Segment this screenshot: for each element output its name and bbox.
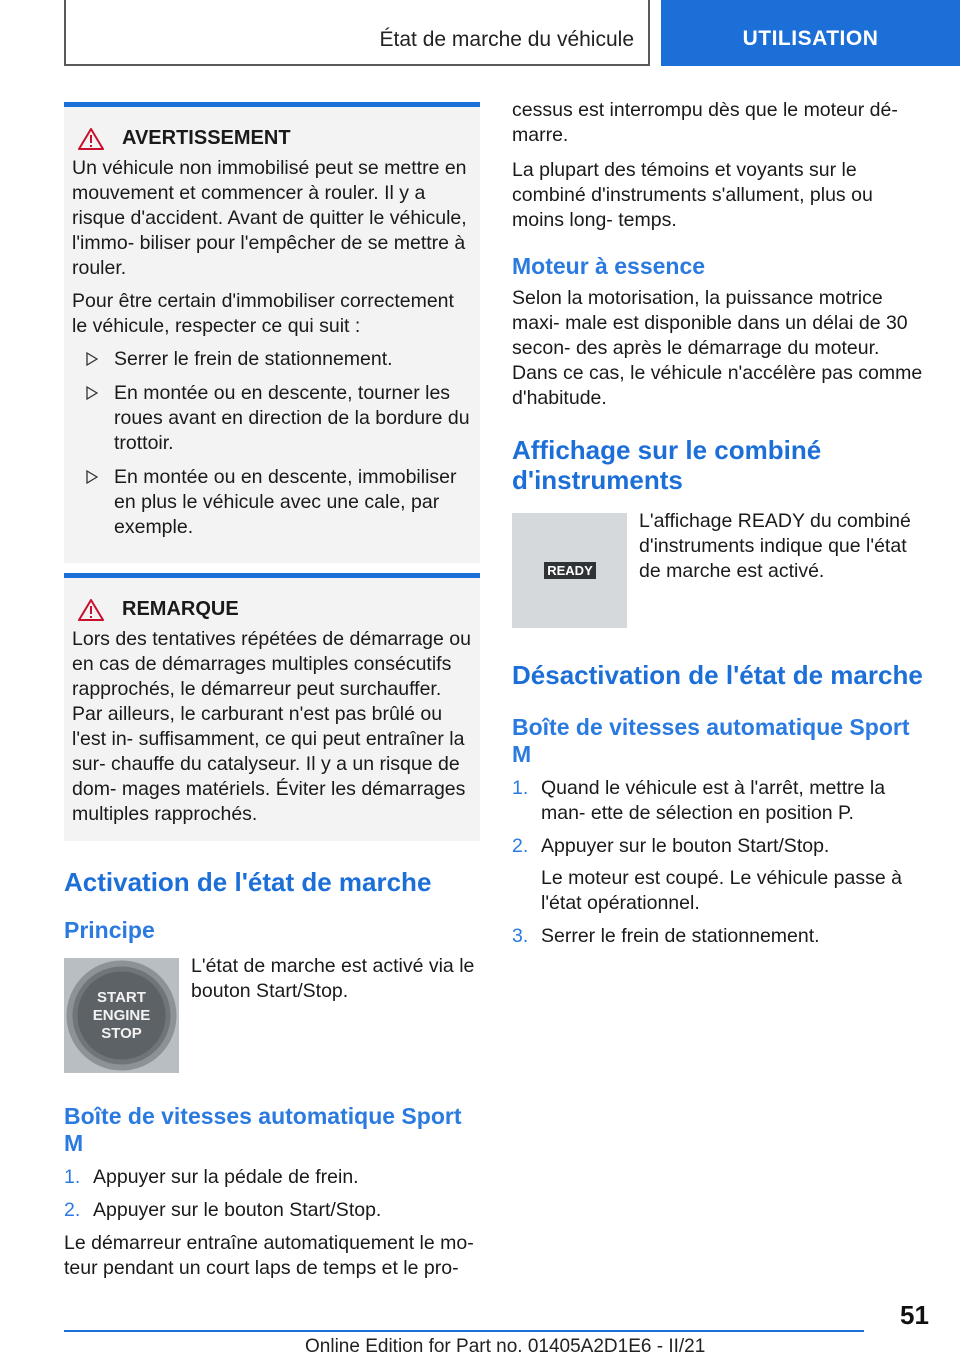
deactivation-steps (512, 776, 930, 949)
page-number: 51 (900, 1300, 929, 1330)
footer-divider (64, 1330, 864, 1332)
list-item (64, 1198, 480, 1223)
display-heading: Affichage sur le combiné d'instruments (512, 435, 822, 495)
right-column (512, 98, 930, 957)
principle-figure-row (64, 955, 480, 1073)
display-text: L'affichage READY du combiné d'instruments indique que l'état de marche est activé. (639, 510, 911, 582)
petrol-paragraph: Selon la motorisation, la puissance motrice maxi- male est disponible dans un délai de 30 secon- des après le démarrage du moteur. Dans ce cas, le véhicule n'accélère pas comme d'habitude. (512, 287, 923, 409)
section-title-frame (64, 0, 650, 66)
list-item (86, 465, 472, 540)
step-text: Quand le véhicule est à l'arrêt, mettre la man- ette de sélection en position P. (541, 777, 886, 824)
chapter-tab-label: UTILISATION (742, 27, 879, 50)
activation-continued-text: Le démarreur entraîne automatiquement le mo- teur pendant un court laps de temps et le pro- (64, 1232, 474, 1279)
ready-label: READY (544, 562, 596, 579)
deactivation-gearbox-heading: Boîte de vitesses automatique Sport M (512, 714, 910, 767)
note-box-title (72, 598, 472, 621)
bullet-triangle-icon (86, 352, 98, 366)
note-title-text: REMARQUE (122, 598, 239, 620)
start-engine-stop-icon (64, 958, 179, 1073)
ready-display-image (512, 513, 627, 628)
indicators-paragraph: La plupart des témoins et voyants sur le combiné d'instruments s'allument, plus ou moins long- temps. (512, 159, 873, 231)
bullet-triangle-icon (86, 386, 98, 400)
section-title: État de marche du véhicule (379, 28, 634, 51)
note-box (64, 573, 480, 841)
list-item (64, 1165, 480, 1190)
petrol-heading: Moteur à essence (512, 253, 706, 279)
principle-heading: Principe (64, 917, 155, 943)
list-item (86, 381, 472, 456)
step-number: 2. (64, 1199, 81, 1221)
gearbox-heading: Boîte de vitesses automatique Sport M (64, 1103, 462, 1156)
activation-heading: Activation de l'état de marche (64, 867, 432, 897)
chapter-tab[interactable] (661, 0, 960, 66)
start-stop-button-image (64, 958, 179, 1073)
warning-box (64, 102, 480, 563)
ready-figure-row (512, 510, 930, 628)
footer-edition-text: Online Edition for Part no. 01405A2D1E6 - II/21 (305, 1336, 706, 1357)
step-text: Appuyer sur la pédale de frein. (93, 1166, 359, 1188)
button-text-line: START (97, 989, 146, 1006)
step-number: 1. (512, 777, 529, 799)
principle-text: L'état de marche est activé via le bouton Start/Stop. (191, 955, 475, 1002)
warning-paragraph: Pour être certain d'immobiliser correctement le véhicule, respecter ce qui suit : (72, 290, 454, 337)
step-subtext: Le moteur est coupé. Le véhicule passe à l'état opérationnel. (541, 867, 902, 914)
step-number: 3. (512, 925, 529, 947)
button-text-line: STOP (101, 1025, 142, 1042)
step-text: Appuyer sur le bouton Start/Stop. (541, 835, 830, 857)
warning-triangle-icon (78, 599, 104, 621)
list-item (512, 834, 930, 916)
list-item (86, 347, 472, 372)
deactivation-heading: Désactivation de l'état de marche (512, 660, 923, 690)
bullet-triangle-icon (86, 470, 98, 484)
step-text: Appuyer sur le bouton Start/Stop. (93, 1199, 382, 1221)
step-text: Serrer le frein de stationnement. (541, 925, 820, 947)
list-item (512, 924, 930, 949)
warning-box-title (72, 127, 472, 150)
list-item-text: En montée ou en descente, tourner les roues avant en direction de la bordure du trottoir. (114, 382, 470, 454)
note-paragraph: Lors des tentatives répétées de démarrage ou en cas de démarrages multiples consécutifs rapprochés, le démarreur peut surchauffer. Par ailleurs, le carburant n'est pas brûlé ou l'est in- suffisamment, ce qui peut entraîner la sur- chauffe du catalyseur. Il y a un risque de dom- mages matériels. Éviter les démarrages multiples rapprochés. (72, 628, 471, 825)
warning-title-text: AVERTISSEMENT (122, 127, 291, 149)
warning-bullet-list (72, 347, 472, 540)
warning-triangle-icon (78, 128, 104, 150)
continued-paragraph: cessus est interrompu dès que le moteur dé- marre. (512, 99, 898, 146)
list-item-text: Serrer le frein de stationnement. (114, 348, 393, 370)
step-number: 1. (64, 1166, 81, 1188)
warning-paragraph: Un véhicule non immobilisé peut se mettre en mouvement et commencer à rouler. Il y a risque d'accident. Avant de quitter le véhicule, l'immo- biliser pour l'empêcher de se mettre à rouler. (72, 157, 467, 279)
list-item (512, 776, 930, 826)
activation-steps (64, 1165, 480, 1223)
left-column (64, 102, 480, 1291)
step-number: 2. (512, 835, 529, 857)
page-header (0, 0, 960, 66)
list-item-text: En montée ou en descente, immobiliser en plus le véhicule avec une cale, par exemple. (114, 466, 457, 538)
button-text-line: ENGINE (92, 1007, 151, 1024)
